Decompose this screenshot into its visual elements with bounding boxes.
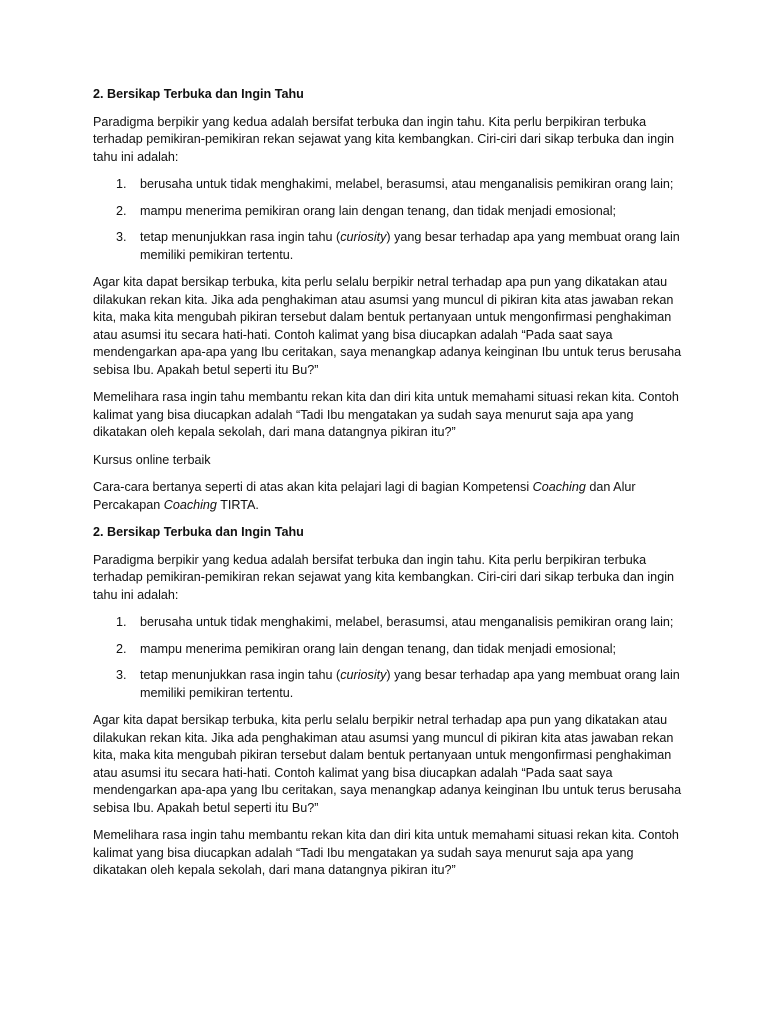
list-item-text-pre: tetap menunjukkan rasa ingin tahu ( bbox=[140, 230, 341, 244]
list-number: 2. bbox=[116, 641, 127, 656]
list-item-emphasis: curiosity bbox=[340, 230, 387, 244]
cara-emphasis-1: Coaching bbox=[532, 480, 586, 494]
paragraph-agar: Agar kita dapat bersikap terbuka, kita perlu selalu berpikir netral terhadap apa pun yang dikatakan atau dilakukan rekan kita. Jika ada penghakiman atau asumsi yang muncul di pikiran kita atas jawaban rekan kita, maka kita mengubah pikiran tersebut dalam bentuk pertanyaan untuk mengonfirmasi penghakiman atau asumsi itu secara hati-hati. Contoh kalimat yang bisa diucapkan adalah “Pada saat saya mendengarkan apa-apa yang Ibu ceritakan, saya menangkap adanya keinginan Ibu untuk terus berusaha sebisa Ibu. Apakah betul seperti itu Bu?” bbox=[93, 275, 682, 377]
paragraph-cara bbox=[93, 479, 683, 514]
list-item bbox=[93, 203, 683, 221]
list-item-text: berusaha untuk tidak menghakimi, melabel, berasumsi, atau menganalisis pemikiran orang lain; bbox=[140, 615, 674, 629]
list-item-text-post: ) yang besar terhadap apa yang membuat orang lain memiliki pemikiran tertentu. bbox=[140, 230, 680, 262]
list-item bbox=[93, 229, 683, 264]
list-item-emphasis: curiosity bbox=[340, 668, 387, 682]
list-item bbox=[93, 176, 683, 194]
document-body bbox=[93, 86, 683, 890]
cara-text-3: TIRTA. bbox=[216, 497, 259, 512]
characteristics-list bbox=[93, 614, 683, 702]
list-item bbox=[93, 614, 683, 632]
list-item-text: mampu menerima pemikiran orang lain dengan tenang, dan tidak menjadi emosional; bbox=[140, 641, 617, 656]
list-number: 3. bbox=[116, 668, 127, 682]
paragraph-memelihara: Memelihara rasa ingin tahu membantu rekan kita dan diri kita untuk memahami situasi rekan kita. Contoh kalimat yang bisa diucapkan adalah “Tadi Ibu mengatakan ya sudah saya menurut saja apa yang dikatakan oleh kepala sekolah, dari mana datangnya pikiran itu?” bbox=[93, 828, 679, 877]
characteristics-list bbox=[93, 176, 683, 264]
cara-text-2: dan Alur Percakapan bbox=[93, 480, 636, 512]
list-number: 3. bbox=[116, 230, 127, 244]
list-number: 2. bbox=[116, 203, 127, 218]
section-heading: 2. Bersikap Terbuka dan Ingin Tahu bbox=[93, 525, 304, 539]
list-item-text: mampu menerima pemikiran orang lain dengan tenang, dan tidak menjadi emosional; bbox=[140, 203, 617, 218]
intro-paragraph: Paradigma berpikir yang kedua adalah bersifat terbuka dan ingin tahu. Kita perlu berpikiran terbuka terhadap pemikiran-pemikiran rekan sejawat yang kita kembangkan. Ciri-ciri dari sikap terbuka dan ingin tahu ini adalah: bbox=[93, 552, 674, 602]
section-heading: 2. Bersikap Terbuka dan Ingin Tahu bbox=[93, 87, 304, 101]
list-number: 1. bbox=[116, 615, 127, 629]
list-item-text-pre: tetap menunjukkan rasa ingin tahu ( bbox=[140, 668, 341, 682]
intro-paragraph: Paradigma berpikir yang kedua adalah bersifat terbuka dan ingin tahu. Kita perlu berpikiran terbuka terhadap pemikiran-pemikiran rekan sejawat yang kita kembangkan. Ciri-ciri dari sikap terbuka dan ingin tahu ini adalah: bbox=[93, 114, 674, 164]
paragraph-agar: Agar kita dapat bersikap terbuka, kita perlu selalu berpikir netral terhadap apa pun yang dikatakan atau dilakukan rekan kita. Jika ada penghakiman atau asumsi yang muncul di pikiran kita atas jawaban rekan kita, maka kita mengubah pikiran tersebut dalam bentuk pertanyaan untuk mengonfirmasi penghakiman atau asumsi itu secara hati-hati. Contoh kalimat yang bisa diucapkan adalah “Pada saat saya mendengarkan apa-apa yang Ibu ceritakan, saya menangkap adanya keinginan Ibu untuk terus berusaha sebisa Ibu. Apakah betul seperti itu Bu?” bbox=[93, 713, 682, 815]
kursus-link-text: Kursus online terbaik bbox=[93, 452, 211, 467]
list-item-text: berusaha untuk tidak menghakimi, melabel, berasumsi, atau menganalisis pemikiran orang lain; bbox=[140, 177, 674, 191]
list-item bbox=[93, 641, 683, 659]
list-item bbox=[93, 667, 683, 702]
list-item-text-post: ) yang besar terhadap apa yang membuat orang lain memiliki pemikiran tertentu. bbox=[140, 668, 680, 700]
paragraph-memelihara: Memelihara rasa ingin tahu membantu rekan kita dan diri kita untuk memahami situasi rekan kita. Contoh kalimat yang bisa diucapkan adalah “Tadi Ibu mengatakan ya sudah saya menurut saja apa yang dikatakan oleh kepala sekolah, dari mana datangnya pikiran itu?” bbox=[93, 390, 679, 439]
cara-emphasis-2: Coaching bbox=[163, 497, 217, 512]
list-number: 1. bbox=[116, 177, 127, 191]
cara-text-1: Cara-cara bertanya seperti di atas akan kita pelajari lagi di bagian Kompetensi bbox=[93, 480, 533, 494]
